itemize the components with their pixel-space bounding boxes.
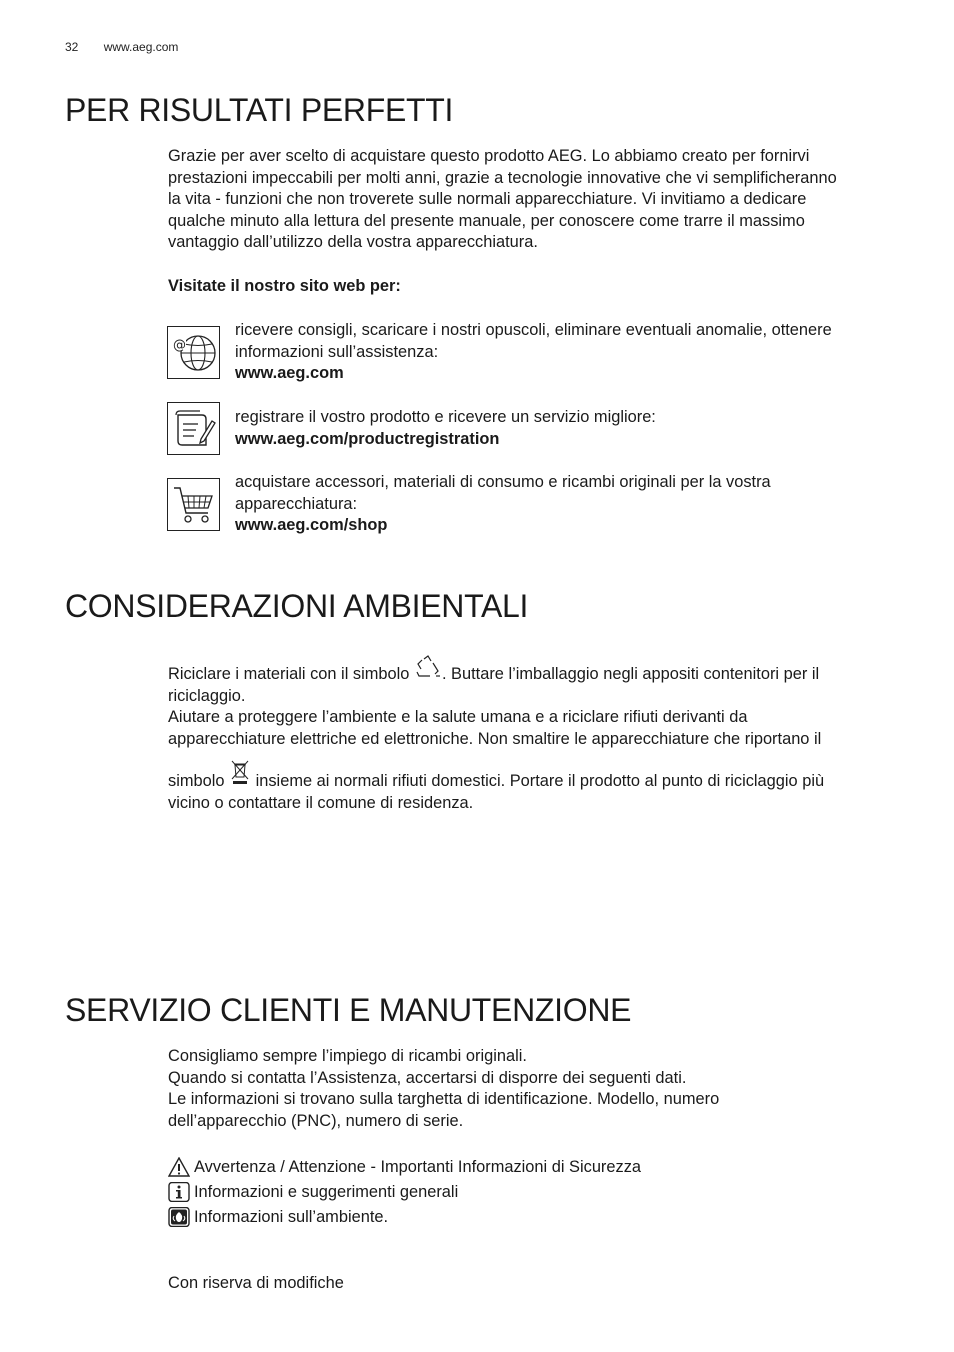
globe-at-icon (167, 326, 220, 379)
info-icon (168, 1182, 190, 1202)
item-support: ricevere consigli, scaricare i nostri opuscoli, eliminare eventuali anomalie, ottenere informazioni sull’assistenza: www.aeg.com (235, 320, 915, 385)
recycle-icon (414, 655, 442, 681)
section-title-service: SERVIZIO CLIENTI E MANUTENZIONE (65, 992, 632, 1028)
service-paragraph: Consigliamo sempre l’impiego di ricambi originali. Quando si contatta l’Assistenza, accertarsi di disporre dei seguenti dati. Le informazioni si trovano sulla targhetta di identificazione. Modello, numero dell’apparecchio (PNC), numero di serie. (168, 1047, 720, 1130)
footer-note: Con riserva di modifiche (168, 1274, 344, 1292)
registration-icon (167, 402, 220, 455)
legend-info: Informazioni e suggerimenti generali (168, 1181, 458, 1203)
legend-warning: Avvertenza / Attenzione - Importanti Informazioni di Sicurezza (168, 1156, 641, 1178)
weee-bin-icon (229, 760, 251, 788)
support-link[interactable]: www.aeg.com (235, 364, 344, 383)
environment-paragraph: Riciclare i materiali con il simbolo . Buttare l’imballaggio negli appositi contenitori per il riciclaggio. Aiutare a proteggere l’ambiente e la salute umana e a riciclare rifiuti derivanti da apparecchiature elettriche ed elettroniche. Non smaltire le apparecchiature che riportano il simbolo insieme ai normali rifiuti domestici. Portare il prodotto al punto di riciclaggio più vicino o contattare il comune di residenza. (168, 646, 913, 815)
section-title-results: PER RISULTATI PERFETTI (65, 92, 454, 128)
item-shop: acquistare accessori, materiali di consumo e ricambi originali per la vostra apparecchiatura: www.aeg.com/shop (235, 472, 915, 537)
shop-link[interactable]: www.aeg.com/shop (235, 516, 388, 535)
warning-icon (168, 1157, 190, 1177)
registration-link[interactable]: www.aeg.com/productregistration (235, 429, 500, 448)
page-number: 32 (65, 40, 79, 54)
visit-label: Visitate il nostro sito web per: (168, 277, 401, 295)
shopping-cart-icon (167, 478, 220, 531)
header-site-link[interactable]: www.aeg.com (103, 40, 179, 54)
section-title-environment: CONSIDERAZIONI AMBIENTALI (65, 588, 529, 624)
legend-environment: Informazioni sull’ambiente. (168, 1206, 388, 1228)
environment-icon (168, 1207, 190, 1227)
page-header (65, 40, 178, 54)
intro-paragraph: Grazie per aver scelto di acquistare questo prodotto AEG. Lo abbiamo creato per fornirvi prestazioni impeccabili per molti anni, grazie a tecnologie innovative che vi semplificheranno la vita - funzioni che non troverete sulle normali apparecchiature. Vi invitiamo a dedicare qualche minuto alla lettura del presente manuale, per conoscere come trarre il massimo vantaggio dall’utilizzo della vostra apparecchiatura. (168, 147, 837, 252)
item-registration: registrare il vostro prodotto e ricevere un servizio migliore: www.aeg.com/productregistration (235, 407, 915, 450)
svg-text:@: @ (173, 338, 186, 353)
